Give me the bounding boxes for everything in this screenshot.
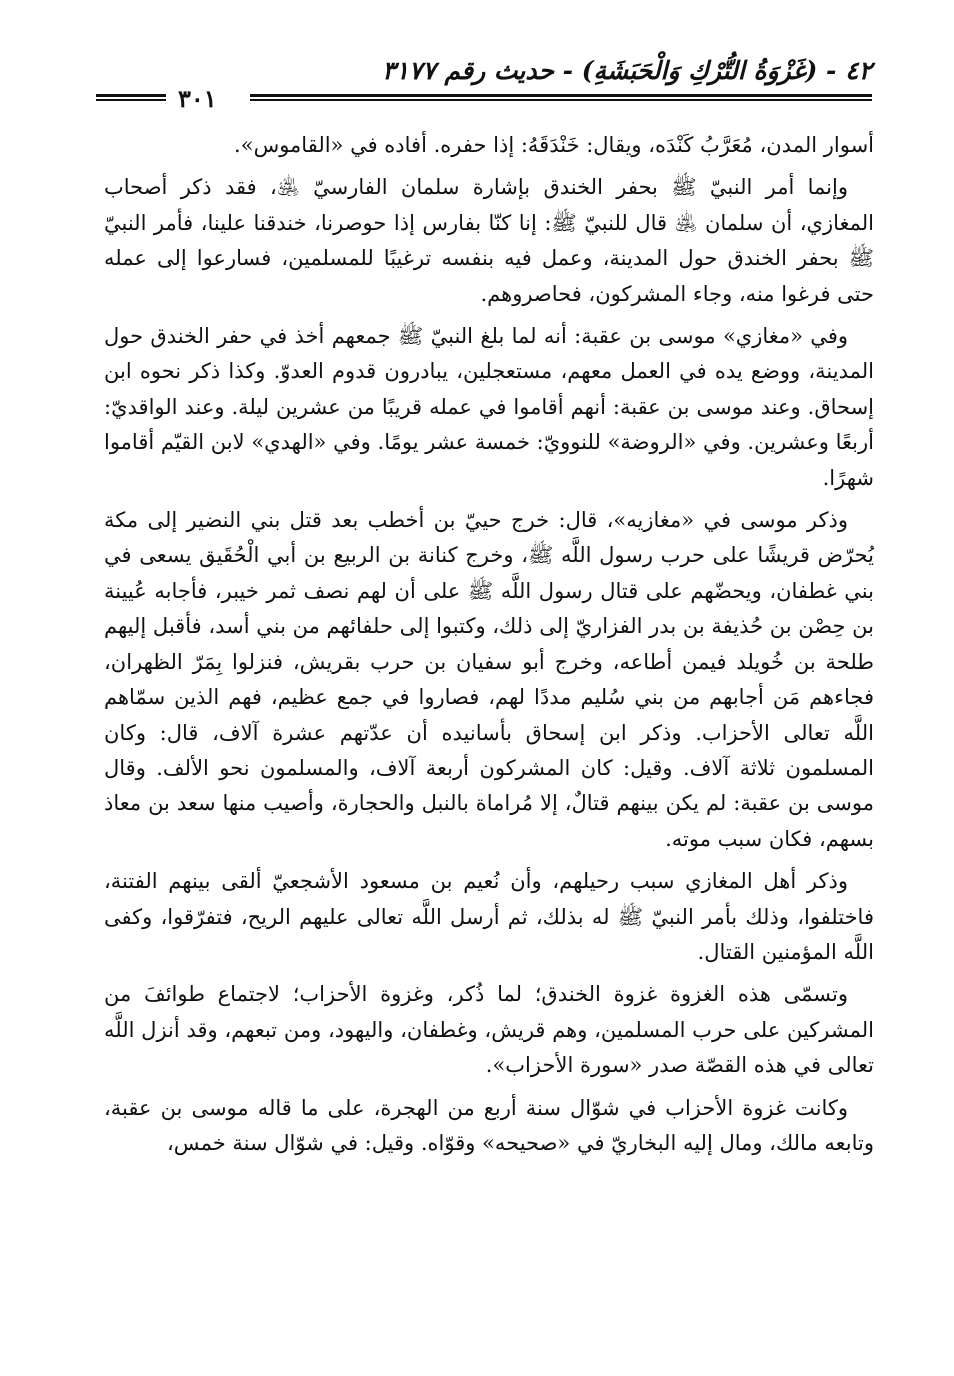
paragraph: وتسمّى هذه الغزوة غزوة الخندق؛ لما ذُكر، وغزوة الأحزاب؛ لاجتماع طوائفَ من المشركين على حرب المسلمين، وهم قريش، وغطفان، واليهود، ومن تبعهم، وقد أنزل اللَّه تعالى في هذه القصّة صدر «سورة الأحزاب». (104, 982, 874, 1078)
header-rule-short (96, 94, 166, 102)
page-number: ٣٠١ (178, 84, 217, 113)
page-header (96, 56, 872, 114)
paragraph: أسوار المدن، مُعَرَّبُ كَنْدَه، ويقال: خَنْدَقَهُ: إذا حفره. أفاده في «القاموس». (234, 133, 874, 157)
paragraph: وفي «مغازي» موسى بن عقبة: أنه لما بلغ النبيّ ﷺ جمعهم أخذ في حفر الخندق حول المدينة، ووضع يده في العمل معهم، مستعجلين، يبادرون قدوم العدوّ. وكذا ذكر نحوه ابن إسحاق. وعند موسى بن عقبة: أنهم أقاموا في عمله قريبًا من عشرين ليلة. وعند الواقديّ: أربعًا وعشرين. وفي «الروضة» للنوويّ: خمسة عشر يومًا. وفي «الهدي» لابن القيّم أقاموا شهرًا. (104, 324, 874, 490)
header-rule-long (250, 94, 872, 102)
paragraph: وذكر موسى في «مغازيه»، قال: خرج حييّ بن أخطب بعد قتل بني النضير إلى مكة يُحرّض قريشًا على حرب رسول اللَّه ﷺ، وخرج كنانة بن الربيع بن أبي الْحُقَيق يسعى في بني غطفان، ويحضّهم على قتال رسول اللَّه ﷺ على أن لهم نصف ثمر خيبر، فأجابه عُيينة بن حِصْن بن حُذيفة بن بدر الفزاريّ إلى ذلك، وكتبوا إلى حلفائهم من بني أسد، فأقبل إليهم طلحة بن خُويلد فيمن أطاعه، وخرج أبو سفيان بن حرب بقريش، فنزلوا بِمَرّ الظهران، فجاءهم مَن أجابهم من بني سُليم مددًا لهم، فصاروا في جمع عظيم، فهم الذين سمّاهم اللَّه تعالى الأحزاب. وذكر ابن إسحاق بأسانيده أن عدّتهم عشرة آلاف، قال: وكان المسلمون ثلاثة آلاف. وقيل: كان المشركون أربعة آلاف، والمسلمون نحو الألف. وقال موسى بن عقبة: لم يكن بينهم قتالٌ، إلا مُراماة بالنبل والحجارة، وأصيب منها سعد بن معاذ بسهم، فكان سبب موته. (104, 508, 874, 851)
body-text (104, 128, 874, 1168)
running-title: ٤٢ - (غَزْوَةُ التُّرْكِ وَالْحَبَشَةِ) - حديث رقم ٣١٧٧ (382, 56, 872, 85)
paragraph: وإنما أمر النبيّ ﷺ بحفر الخندق بإشارة سلمان الفارسيّ ﵁، فقد ذكر أصحاب المغازي، أن سلمان ﵁ قال للنبيّ ﷺ: إنا كنّا بفارس إذا حوصرنا، خندقنا علينا، فأمر النبيّ ﷺ بحفر الخندق حول المدينة، وعمل فيه بنفسه ترغيبًا للمسلمين، فسارعوا إلى عمله حتى فرغوا منه، وجاء المشركون، فحاصروهم. (104, 175, 874, 306)
paragraph: وذكر أهل المغازي سبب رحيلهم، وأن نُعيم بن مسعود الأشجعيّ ألقى بينهم الفتنة، فاختلفوا، وذلك بأمر النبيّ ﷺ له بذلك، ثم أرسل اللَّه تعالى عليهم الريح، فتفرّقوا، وكفى اللَّه المؤمنين القتال. (104, 869, 874, 964)
paragraph: وكانت غزوة الأحزاب في شوّال سنة أربع من الهجرة، على ما قاله موسى بن عقبة، وتابعه مالك، ومال إليه البخاريّ في «صحيحه» وقوّاه. وقيل: في شوّال سنة خمس، (104, 1095, 874, 1155)
